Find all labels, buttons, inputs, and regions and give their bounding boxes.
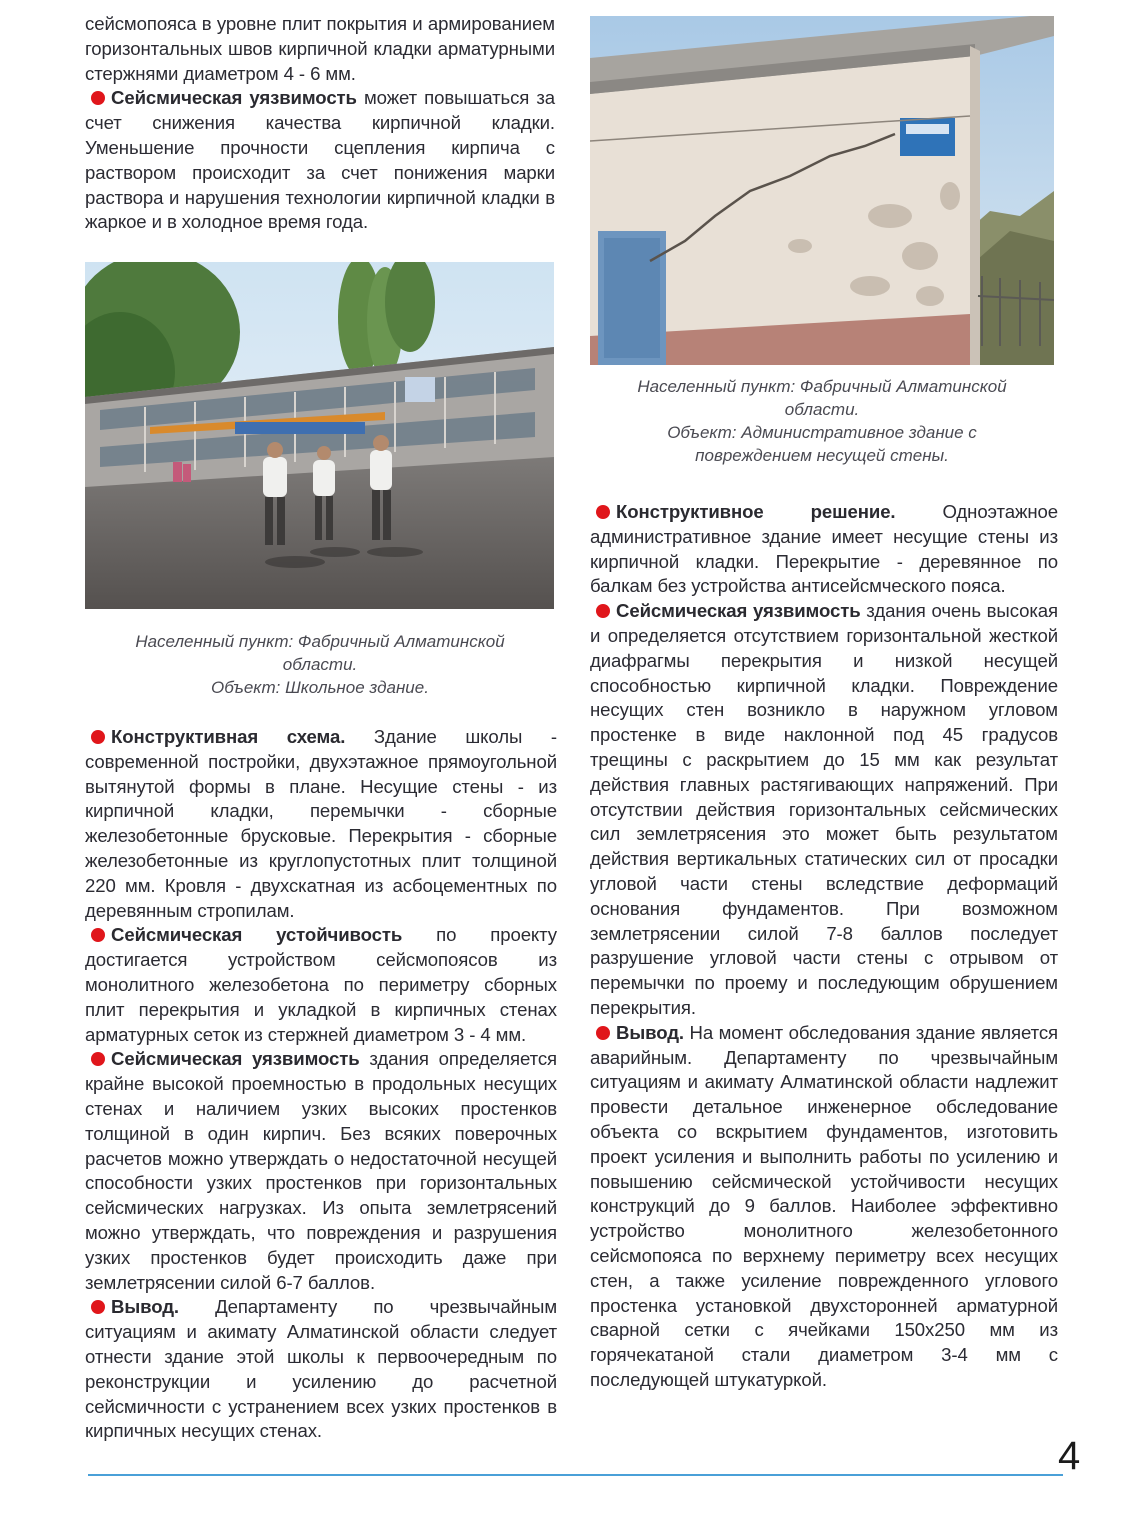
- red-bullet-icon: [91, 928, 105, 942]
- paragraph-vulnerability-1: [85, 86, 555, 235]
- red-bullet-icon: [596, 505, 610, 519]
- paragraph-text: здания определяется крайне высокой проемностью в продольных несущих стенах и наличием узких высоких простенков толщиной в один кирпич. Без всяких поверочных расчетов можно утверждать о недостаточной несущей способности узких простенков при горизонтальных сейсмических нагрузках. Из опыта землетрясений можно утверждать, что повреждения и разрушения узких простенков будет происходить даже при землетрясении силой 6-7 баллов.: [85, 1048, 557, 1293]
- red-bullet-icon: [596, 604, 610, 618]
- red-bullet-icon: [596, 1026, 610, 1040]
- paragraph-structural-design: [590, 500, 1058, 599]
- paragraph-intro: сейсмопояса в уровне плит покрытия и армированием горизонтальных швов кирпичной кладки арматурными стержнями диаметром 4 - 6 мм.: [85, 13, 555, 84]
- paragraph-lead: Сейсмическая уязвимость: [616, 600, 861, 622]
- paragraph-structural-scheme: [85, 725, 557, 923]
- caption-line: Объект: Административное здание с: [667, 423, 977, 442]
- administrative-building-photo: [590, 16, 1054, 365]
- paragraph-lead: Сейсмическая уязвимость: [111, 1048, 360, 1070]
- caption-line: области.: [282, 655, 358, 674]
- paragraph-conclusion-right: [590, 1021, 1058, 1393]
- red-bullet-icon: [91, 1052, 105, 1066]
- paragraph-text: Здание школы - современной постройки, двухэтажное прямоугольной вытянутой формы в плане. Несущие стены - из кирпичной кладки, перемычки - сборные железобетонные брусковые. Перекрытия - сборные железобетонные из круглопустотных плит толщиной 220 мм. Кровля - двухскатная из асбоцементных по деревянным стропилам.: [85, 726, 558, 921]
- paragraph-text: здания очень высокая и определяется отсутствием горизонтальной жесткой диафрагмы перекрытия и низкой несущей способностью кирпичной кладки. Повреждение несущих стен возникло в наружном угловом простенке в виде наклонной под 45 градусов трещины с раскрытием до 15 мм как результат действия главных растягивающих напряжений. При отсутствии действия горизонтальных сейсмических сил землетрясения это может быть результатом действия вертикальных статических сил от просадки угловой части стены вследствие деформаций основания фундаментов. При возможном землетрясении силой 7-8 баллов последует разрушение угловой части стены с отрывом от перемычки по проему и последующим обрушением перекрытия.: [590, 600, 1058, 1018]
- paragraph-text: может повышаться за счет снижения качества кирпичной кладки. Уменьшение прочности сцепления кирпича с раствором происходит за счет понижения марки раствора и нарушения технологии кирпичной кладки в жаркое и в холодное время года.: [85, 87, 556, 233]
- administrative-photo-caption: [590, 375, 1054, 467]
- caption-line: повреждением несущей стены.: [695, 446, 949, 465]
- footer-rule: [88, 1474, 1063, 1476]
- paragraph-lead: Вывод.: [616, 1021, 684, 1043]
- paragraph-seismic-stability: [85, 923, 557, 1047]
- paragraph-text: Одноэтажное административное здание имеет несущие стены из кирпичной кладки. Перекрытие - деревянное по балкам без устройства антисейсмческого пояса.: [590, 501, 1058, 597]
- paragraph-text: по проекту достигается устройством сейсмопоясов из монолитного железобетона по периметру сборных плит перекрытия и укладкой в кирпичных стенах арматурных сеток из стержней диаметром 3 - 4 мм.: [85, 924, 557, 1045]
- left-column-top: [85, 12, 555, 235]
- school-photo-caption: [85, 630, 555, 699]
- paragraph-lead: Вывод.: [111, 1296, 179, 1318]
- caption-line: Населенный пункт: Фабричный Алматинской: [135, 632, 505, 651]
- paragraph-vulnerability-right: [590, 599, 1058, 1021]
- red-bullet-icon: [91, 1300, 105, 1314]
- paragraph-conclusion-left: [85, 1295, 557, 1444]
- left-column-bottom: [85, 725, 557, 1444]
- page-number: 4: [1058, 1434, 1081, 1478]
- paragraph-lead: Конструктивное решение.: [616, 501, 896, 522]
- school-building-photo: [85, 262, 554, 609]
- paragraph-vulnerability-2: [85, 1047, 557, 1295]
- paragraph-lead: Сейсмическая уязвимость: [111, 87, 357, 109]
- caption-line: области.: [784, 400, 860, 419]
- paragraph-lead: Конструктивная схема.: [111, 726, 346, 747]
- paragraph-lead: Сейсмическая устойчивость: [111, 924, 403, 946]
- caption-line: Объект: Школьное здание.: [211, 678, 429, 697]
- paragraph-text: На момент обследования здание является аварийным. Департаменту по чрезвычайным ситуациям и акимату Алматинской области надлежит провести детальное инженерное обследование объекта со вскрытием фундаментов, изготовить проект усиления и выполнить работы по усилению и повышению сейсмической устойчивости несущих конструкций до 9 баллов. Наиболее эффективно устройство монолитного железобетонного сейсмопояса по верхнему периметру всех несущих стен, а также усиление поврежденного углового простенка установкой двухсторонней арматурной сварной сетки с ячейками 150х250 мм из горячекатаной стали диаметром 3-4 мм с последующей штукатуркой.: [590, 1021, 1058, 1390]
- right-column: [590, 500, 1058, 1393]
- red-bullet-icon: [91, 91, 105, 105]
- caption-line: Населенный пункт: Фабричный Алматинской: [637, 377, 1007, 396]
- paragraph-text: Департаменту по чрезвычайным ситуациям и акимату Алматинской области следует отнести здание этой школы к первоочередным по реконструкции и усилению до расчетной сейсмичности с устранением всех узких простенков в кирпичных несущих стенах.: [85, 1296, 557, 1442]
- red-bullet-icon: [91, 730, 105, 744]
